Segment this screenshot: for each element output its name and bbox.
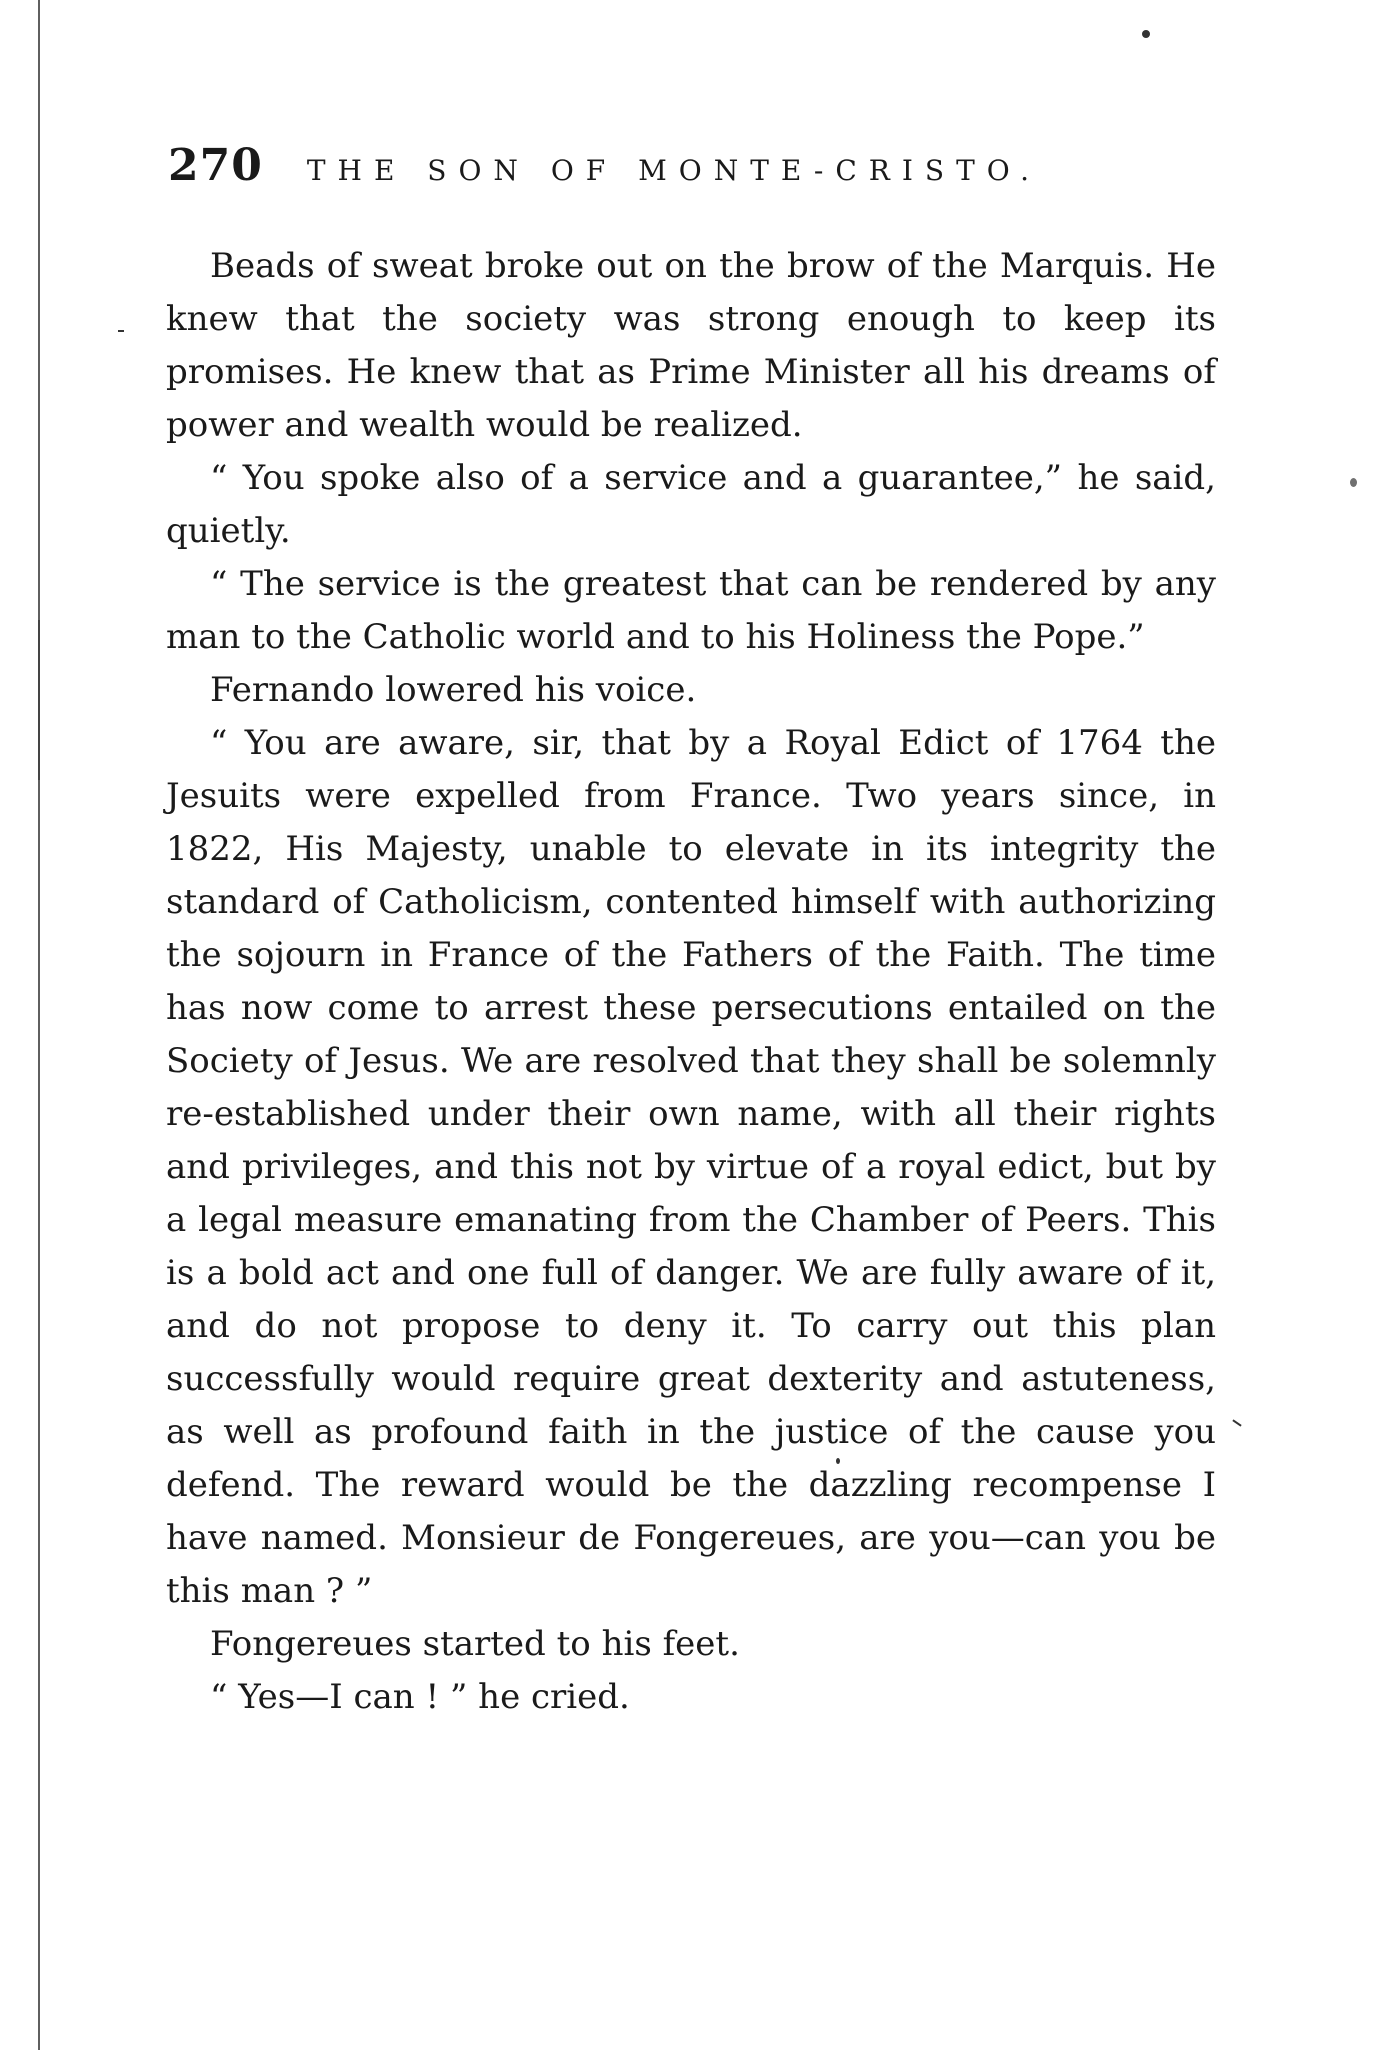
- scan-speck: [1232, 1419, 1241, 1426]
- paragraph-beads-of-sweat: Beads of sweat broke out on the brow of the Marquis. He knew that the society was strong enough to keep its promises. He knew that as Prime Minister all his dreams of power and wealth would be realized.: [166, 246, 1216, 445]
- scan-speck: [1350, 478, 1357, 487]
- paragraph-greatest-service: “ The service is the greatest that can be rendered by any man to the Catholic world and to his Holiness the Pope.”: [166, 564, 1216, 657]
- page-number: 270: [168, 140, 263, 191]
- scan-speck: [836, 1458, 840, 1464]
- body-text: [166, 240, 1216, 1724]
- paragraph-yes-i-can: “ Yes—I can ! ” he cried.: [210, 1677, 630, 1717]
- page-edge-notch: [38, 620, 46, 780]
- running-title: THE SON OF MONTE-CRISTO.: [306, 154, 1041, 187]
- page-edge-line: [38, 0, 40, 2050]
- paragraph-royal-edict-speech: “ You are aware, sir, that by a Royal Edict of 1764 the Jesuits were expelled from France. Two years since, in 1822, His Majesty, unable to elevate in its integrity the standard of Catholicism, contented himself with authorizing the sojourn in France of the Fathers of the Faith. The time has now come to arrest these persecutions entailed on the Society of Jesus. We are resolved that they shall be solemnly re-established under their own name, with all their rights and privileges, and this not by virtue of a royal edict, but by a legal measure emanating from the Chamber of Peers. This is a bold act and one full of danger. We are fully aware of it, and do not propose to deny it. To carry out this plan successfully would require great dexterity and astuteness, as well as profound faith in the justice of the cause you defend. The reward would be the dazzling recompense I have named. Monsieur de Fongereues, are you—can you be this man ? ”: [166, 723, 1216, 1611]
- scan-speck: [1142, 30, 1150, 38]
- page-header: [168, 140, 1228, 200]
- paragraph-service-and-guarantee: “ You spoke also of a service and a guarantee,” he said, quietly.: [166, 458, 1216, 551]
- paragraph-fernando-lowered-voice: Fernando lowered his voice.: [210, 670, 697, 710]
- paragraph-fongereues-started: Fongereues started to his feet.: [210, 1624, 740, 1664]
- scan-speck: [118, 330, 124, 332]
